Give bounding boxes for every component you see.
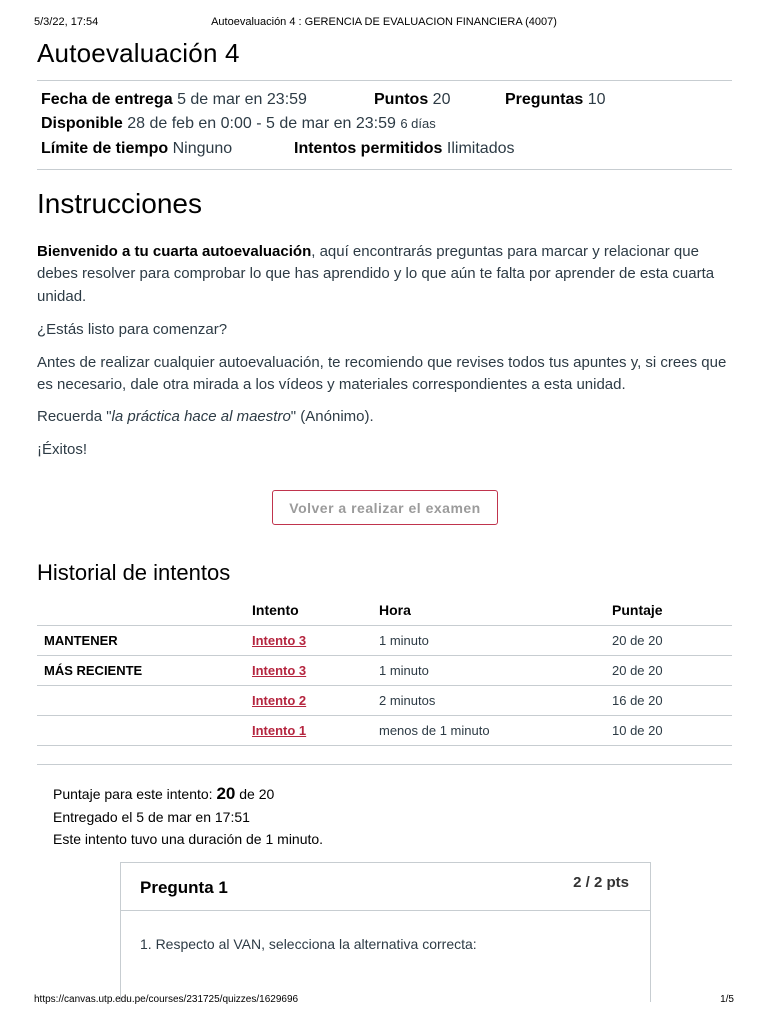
attempt-cell: [252, 655, 379, 685]
attempt-link[interactable]: Intento 2: [252, 692, 307, 708]
column-header-label: [37, 596, 252, 625]
table-row: [37, 625, 732, 655]
questions-label: Preguntas: [505, 91, 584, 108]
quote-prefix: Recuerda ": [37, 408, 112, 425]
print-datetime: 5/3/22, 17:54: [34, 16, 99, 28]
print-page-number: 1/5: [720, 994, 734, 1005]
time-cell: 2 minutos: [379, 685, 612, 715]
column-header-score: Puntaje: [612, 596, 732, 625]
availability-label: Disponible: [41, 115, 123, 132]
quiz-title: Autoevaluación 4: [37, 38, 240, 68]
table-header-row: [37, 596, 732, 625]
divider: [37, 80, 732, 81]
availability: [41, 115, 436, 133]
instructions-paragraph-quote: [37, 406, 727, 428]
score-cell: 16 de 20: [612, 685, 732, 715]
divider: [37, 169, 732, 170]
attempt-score-prefix: Puntaje para este intento:: [53, 786, 213, 802]
row-label: MANTENER: [37, 625, 252, 655]
score-cell: 10 de 20: [612, 715, 732, 745]
points: [374, 91, 450, 109]
time-cell: 1 minuto: [379, 625, 612, 655]
due-date-label: Fecha de entrega: [41, 91, 173, 108]
welcome-text: , aquí encontrarás preguntas para marcar y relacionar que debes resolver para comprobar lo que has aprendido y lo que aún te falta por aprender de esta cuarta unidad.: [37, 243, 715, 305]
score-cell: 20 de 20: [612, 625, 732, 655]
question-header: [121, 863, 650, 911]
quote-suffix: " (Anónimo).: [290, 408, 374, 425]
allowed-attempts: [294, 140, 514, 158]
time-limit: [41, 140, 232, 158]
availability-days: 6 días: [400, 116, 436, 131]
attempt-link[interactable]: Intento 3: [252, 662, 307, 678]
instructions-paragraph-welcome: [37, 241, 727, 308]
questions: [505, 91, 606, 109]
row-label: [37, 685, 252, 715]
retake-quiz-button[interactable]: Volver a realizar el examen: [272, 490, 498, 525]
time-cell: 1 minuto: [379, 655, 612, 685]
question-name: Pregunta 1: [140, 878, 228, 897]
instructions-paragraph-success: ¡Éxitos!: [37, 441, 88, 458]
points-value: 20: [432, 91, 451, 108]
print-footer: [0, 994, 768, 1008]
table-row: [37, 685, 732, 715]
column-header-time: Hora: [379, 596, 612, 625]
instructions-paragraph-advice: Antes de realizar cualquier autoevaluación, te recomiendo que revises todos tus apuntes y, si crees que es necesario, dale otra mirada a los vídeos y materiales correspondientes a esta unidad.: [37, 354, 727, 394]
attempt-link[interactable]: Intento 1: [252, 722, 307, 738]
attempt-cell: [252, 715, 379, 745]
row-label: [37, 715, 252, 745]
table-row: [37, 715, 732, 745]
time-limit-value: Ninguno: [172, 140, 233, 157]
attempt-cell: [252, 625, 379, 655]
due-date-value: 5 de mar en 23:59: [177, 91, 307, 108]
attempt-score: [53, 784, 274, 804]
row-label: MÁS RECIENTE: [37, 655, 252, 685]
question-text: 1. Respecto al VAN, selecciona la alternativa correcta:: [140, 936, 477, 952]
attempt-score-suffix: de 20: [239, 786, 275, 802]
attempt-history-table: [37, 596, 732, 746]
due-date: [41, 91, 307, 109]
print-url: https://canvas.utp.edu.pe/courses/231725/quizzes/1629696: [34, 994, 299, 1005]
allowed-attempts-value: Ilimitados: [446, 140, 515, 157]
print-header: [0, 16, 768, 30]
table-row: [37, 655, 732, 685]
attempt-history-title: Historial de intentos: [37, 560, 231, 585]
attempt-score-value: 20: [216, 784, 236, 803]
time-cell: menos de 1 minuto: [379, 715, 612, 745]
instructions-paragraph-ready: ¿Estás listo para comenzar?: [37, 321, 228, 338]
print-document-title: Autoevaluación 4 : GERENCIA DE EVALUACION FINANCIERA (4007): [211, 16, 557, 28]
time-limit-label: Límite de tiempo: [41, 140, 169, 157]
points-label: Puntos: [374, 91, 429, 108]
availability-value: 28 de feb en 0:00 - 5 de mar en 23:59: [127, 115, 396, 132]
attempt-link[interactable]: Intento 3: [252, 632, 307, 648]
question-card: [120, 862, 651, 1002]
attempt-submitted: Entregado el 5 de mar en 17:51: [53, 809, 250, 825]
attempt-cell: [252, 685, 379, 715]
welcome-bold-text: Bienvenido a tu cuarta autoevaluación: [37, 243, 312, 260]
instructions-title: Instrucciones: [37, 188, 202, 219]
attempt-duration: Este intento tuvo una duración de 1 minuto.: [53, 831, 324, 847]
column-header-attempt: Intento: [252, 596, 379, 625]
allowed-attempts-label: Intentos permitidos: [294, 140, 443, 157]
question-points: 2 / 2 pts: [573, 874, 629, 891]
quote-italic: la práctica hace al maestro: [111, 408, 291, 425]
divider: [37, 764, 732, 765]
questions-value: 10: [587, 91, 606, 108]
score-cell: 20 de 20: [612, 655, 732, 685]
